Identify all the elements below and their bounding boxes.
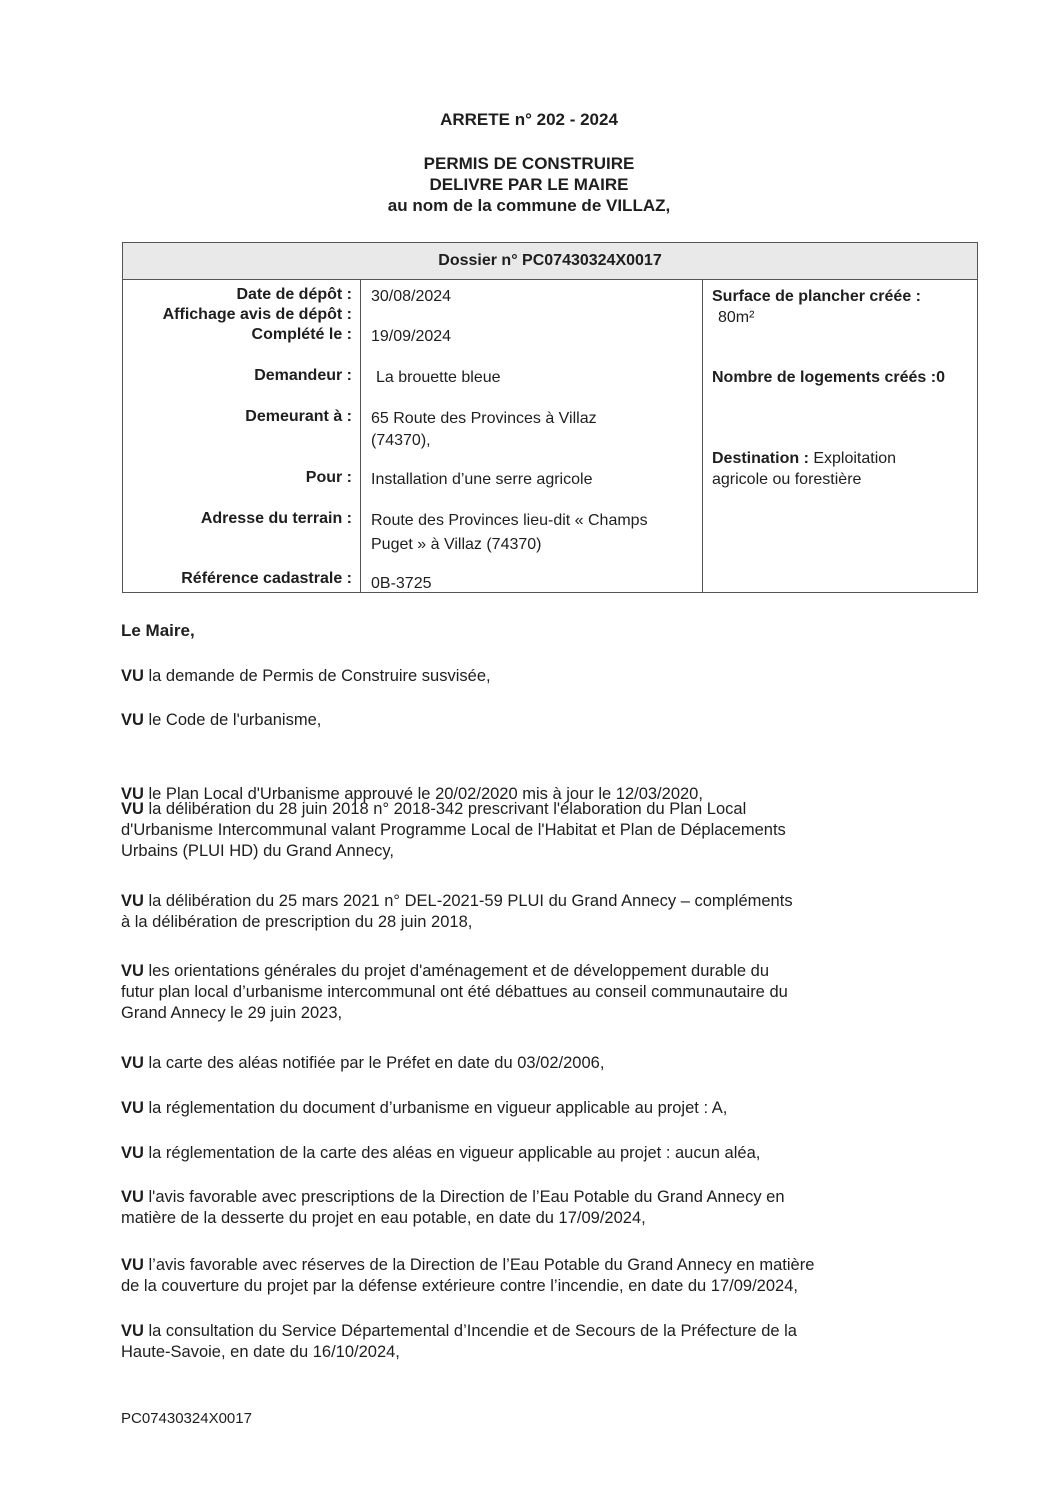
value-pour: Installation d’une serre agricole [371, 471, 593, 488]
vu-line [121, 961, 941, 982]
vu-line [121, 1342, 941, 1363]
value-date-depot: 30/08/2024 [371, 288, 452, 305]
logements: Nombre de logements créés :0 [712, 369, 945, 386]
le-maire-heading: Le Maire, [121, 621, 195, 640]
vu-text: l'avis favorable avec prescriptions de la Direction de l’Eau Potable du Grand Annecy en [143, 1188, 785, 1206]
value-demandeur: La brouette bleue [376, 369, 501, 386]
vu-paragraph [121, 961, 941, 1024]
vu-text: Urbains (PLUI HD) du Grand Annecy, [121, 842, 394, 860]
vu-text: d'Urbanisme Intercommunal valant Programme Local de l'Habitat et Plan de Déplacements [121, 821, 786, 839]
document-title [0, 153, 1058, 216]
vu-line [121, 982, 941, 1003]
label-demandeur: Demandeur : [254, 367, 352, 384]
vu-paragraph [121, 1321, 941, 1363]
vu-text: la réglementation de la carte des aléas en vigueur applicable au projet : aucun aléa, [143, 1144, 761, 1162]
label-reference: Référence cadastrale : [181, 570, 352, 587]
label-adresse: Adresse du terrain : [200, 510, 352, 527]
vu-paragraph [121, 1255, 941, 1297]
value-adresse-line1: Route des Provinces lieu-dit « Champs [371, 512, 648, 529]
vu-paragraph [121, 666, 941, 687]
vu-line [121, 1143, 941, 1164]
vu-keyword: VU [121, 1256, 144, 1274]
destination-line2: agricole ou forestière [712, 471, 862, 488]
vu-keyword: VU [121, 1099, 144, 1117]
dossier-header: Dossier n° PC07430324X0017 [122, 242, 978, 280]
vu-line [121, 1003, 941, 1024]
vu-text: la consultation du Service Départemental d’Incendie et de Secours de la Préfecture de la [143, 1322, 797, 1340]
vu-line [121, 799, 941, 820]
vu-paragraph [121, 1053, 941, 1074]
vu-text: la délibération du 28 juin 2018 n° 2018-342 prescrivant l'élaboration du Plan Local [143, 800, 747, 818]
value-demeurant-line2: (74370), [371, 432, 431, 449]
destination-line1: Destination : Exploitation [712, 450, 897, 467]
surface-label: Surface de plancher créée : [712, 288, 921, 305]
value-adresse-line2: Puget » à Villaz (74370) [371, 536, 542, 553]
vu-text: la carte des aléas notifiée par le Préfet en date du 03/02/2006, [143, 1054, 605, 1072]
vu-line [121, 891, 941, 912]
title-line-3: au nom de la commune de VILLAZ, [387, 196, 671, 215]
label-complete: Complété le : [251, 326, 352, 343]
title-line-1: PERMIS DE CONSTRUIRE [423, 154, 635, 173]
vu-paragraph [121, 1098, 941, 1119]
vu-keyword: VU [121, 711, 144, 729]
vu-text: la réglementation du document d’urbanisme en vigueur applicable au projet : A, [143, 1099, 728, 1117]
vu-keyword: VU [121, 800, 144, 818]
value-demeurant-line1: 65 Route des Provinces à Villaz [371, 410, 597, 427]
vu-keyword: VU [121, 962, 144, 980]
arrete-number: ARRETE n° 202 - 2024 [440, 110, 618, 129]
vu-line [121, 912, 941, 933]
value-complete: 19/09/2024 [371, 328, 452, 345]
vu-text: la délibération du 25 mars 2021 n° DEL-2021-59 PLUI du Grand Annecy – compléments [143, 892, 793, 910]
vu-line [121, 1098, 941, 1119]
column-divider [702, 280, 703, 593]
vu-line [121, 1255, 941, 1276]
surface-value: 80m² [718, 309, 755, 326]
value-reference: 0B-3725 [371, 575, 432, 592]
vu-line [121, 710, 941, 731]
vu-text: futur plan local d’urbanisme intercommunal ont été débattues au conseil communautaire du [121, 983, 788, 1001]
label-date-depot: Date de dépôt : [236, 286, 352, 303]
vu-line [121, 666, 941, 687]
vu-line [121, 841, 941, 862]
vu-paragraph [121, 1143, 941, 1164]
vu-keyword: VU [121, 785, 144, 803]
vu-paragraph [121, 891, 941, 933]
vu-line [121, 1276, 941, 1297]
vu-text: le Plan Local d'Urbanisme approuvé le 20/02/2020 mis à jour le 12/03/2020, [143, 785, 703, 803]
vu-text: à la délibération de prescription du 28 juin 2018, [121, 913, 473, 931]
vu-paragraph [121, 1187, 941, 1229]
vu-paragraph [121, 710, 941, 731]
label-affichage: Affichage avis de dépôt : [162, 306, 352, 323]
vu-line [121, 1321, 941, 1342]
label-demeurant: Demeurant à : [245, 408, 352, 425]
vu-text: de la couverture du projet par la défense extérieure contre l’incendie, en date du 17/09/2024, [121, 1277, 798, 1295]
vu-keyword: VU [121, 1188, 144, 1206]
vu-keyword: VU [121, 1144, 144, 1162]
vu-text: matière de la desserte du projet en eau potable, en date du 17/09/2024, [121, 1209, 646, 1227]
vu-text: l’avis favorable avec réserves de la Direction de l’Eau Potable du Grand Annecy en matière [143, 1256, 815, 1274]
footer-reference: PC07430324X0017 [121, 1410, 252, 1427]
vu-keyword: VU [121, 892, 144, 910]
title-line-2: DELIVRE PAR LE MAIRE [429, 175, 629, 194]
vu-text: les orientations générales du projet d'aménagement et de développement durable du [143, 962, 769, 980]
vu-text: Grand Annecy le 29 juin 2023, [121, 1004, 343, 1022]
destination-label: Destination : [712, 450, 809, 467]
vu-line [121, 1187, 941, 1208]
vu-text: Haute-Savoie, en date du 16/10/2024, [121, 1343, 400, 1361]
vu-text: la demande de Permis de Construire susvisée, [143, 667, 491, 685]
vu-paragraph [121, 799, 941, 862]
vu-line [121, 1053, 941, 1074]
column-divider [360, 280, 361, 593]
vu-keyword: VU [121, 1322, 144, 1340]
vu-text: le Code de l'urbanisme, [143, 711, 322, 729]
dossier-info-box [122, 280, 978, 593]
vu-line [121, 820, 941, 841]
vu-keyword: VU [121, 1054, 144, 1072]
vu-keyword: VU [121, 667, 144, 685]
vu-line [121, 1208, 941, 1229]
label-pour: Pour : [305, 469, 352, 486]
